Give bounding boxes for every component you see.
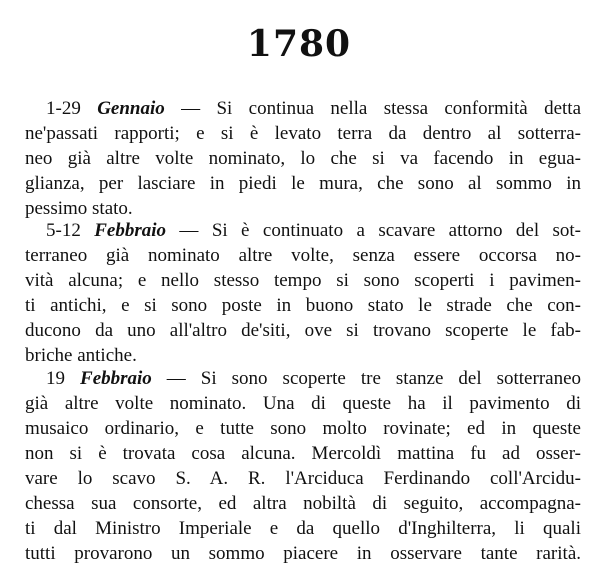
entry-date: 1-29	[46, 98, 81, 119]
entry-1-line-2: ne'passati rapporti; e si è levato terra da dentro al sotterra-	[25, 123, 581, 144]
entry-1-line-3: neo già altre volte nominato, lo che si va facendo in egua-	[25, 148, 581, 169]
entry-2-line-1	[46, 218, 581, 243]
entry-3-line-4: non si è trovata cosa alcuna. Mercoldì mattina fu ad osser-	[25, 443, 581, 464]
entry-3-line-3: musaico ordinario, e tutte sono molto rovinate; ed in queste	[25, 418, 581, 439]
entry-1-line-5: pessimo stato.	[25, 198, 133, 219]
entry-month: Gennaio	[97, 98, 165, 119]
entry-text: — Si sono scoperte tre stanze del sotterraneo	[151, 368, 582, 389]
entry-date: 5-12	[46, 220, 81, 241]
page-title-year: 1780	[246, 23, 352, 65]
entry-3-line-2: già altre volte nominato. Una di queste ha il pavimento di	[25, 393, 581, 414]
entry-3-line-6: chessa sua consorte, ed altra nobiltà di seguito, accompagna-	[25, 493, 581, 514]
entry-text: — Si continua nella stessa conformità detta	[164, 98, 582, 119]
entry-month: Febbraio	[94, 220, 167, 241]
entry-2-line-4: ti antichi, e si sono poste in buono stato le strade che con-	[25, 295, 581, 316]
entry-3-line-1	[46, 366, 581, 391]
entry-date: 19	[46, 368, 65, 389]
entry-3-line-7: ti dal Ministro Imperiale e da quello d'Inghilterra, li quali	[25, 518, 581, 539]
entry-2-line-3: vità alcuna; e nello stesso tempo si sono scoperti i pavimen-	[25, 270, 581, 291]
entry-text: — Si è continuato a scavare attorno del sot-	[166, 220, 581, 241]
entry-1-line-1	[46, 96, 581, 121]
entry-2-line-2: terraneo già nominato altre volte, senza essere occorsa no-	[25, 245, 581, 266]
entry-month: Febbraio	[80, 368, 152, 389]
entry-2-line-5: ducono da uno all'altro de'siti, ove si trovano scoperte le fab-	[25, 320, 581, 341]
entry-3-line-8: tutti provarono un sommo piacere in osservare tante rarità.	[25, 543, 581, 564]
entry-2-line-6: briche antiche.	[25, 345, 137, 366]
entry-1-line-4: glianza, per lasciare in piedi le mura, che sono al sommo in	[25, 173, 581, 194]
entry-3-line-5: vare lo scavo S. A. R. l'Arciduca Ferdinando coll'Arcidu-	[25, 468, 581, 489]
